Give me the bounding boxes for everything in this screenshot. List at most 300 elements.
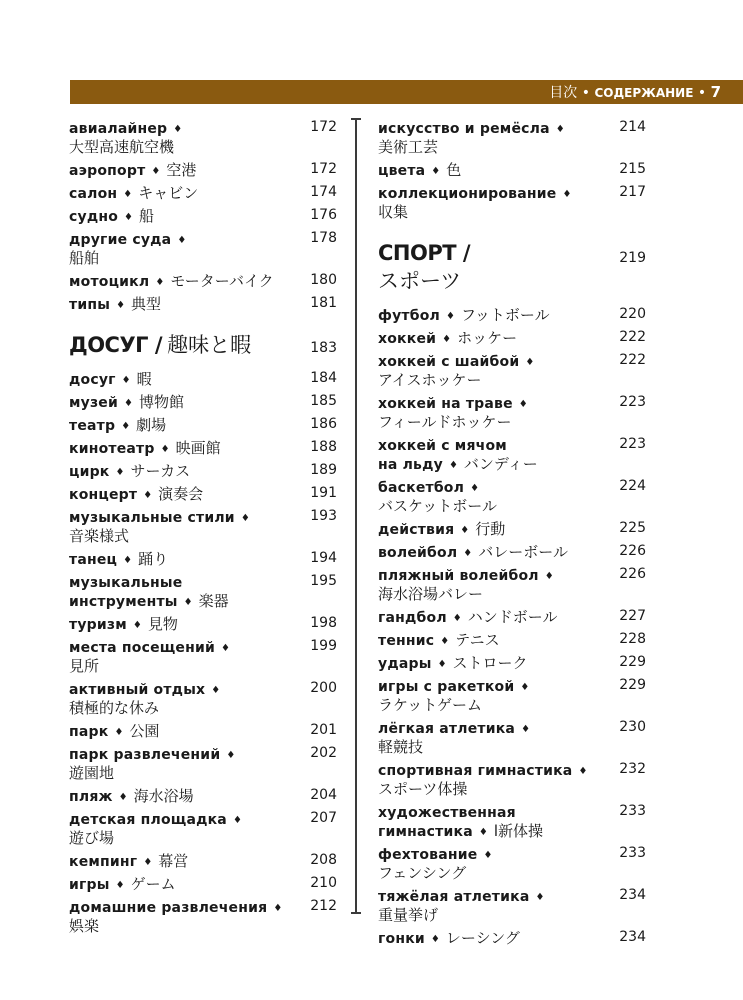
entry-page-number: 204 <box>310 787 337 803</box>
entry-jp: 美術工芸 <box>378 138 439 156</box>
entry-line <box>69 229 337 248</box>
separator-diamond: ♦ <box>562 189 572 200</box>
section-page-number: 183 <box>310 340 337 356</box>
toc-entry[interactable] <box>378 118 646 156</box>
entry-ru: волейбол <box>378 545 458 561</box>
divider-tick-top <box>351 118 361 120</box>
entry-line <box>378 863 646 882</box>
entry-ru: цирк <box>69 464 110 480</box>
entry-jp: 演奏会 <box>158 485 204 503</box>
entry-jp: ハンドボール <box>467 608 558 626</box>
entry-jp: フェンシング <box>378 864 467 882</box>
toc-entry[interactable] <box>378 886 646 924</box>
entry-ru: парк развлечений <box>69 747 221 763</box>
entry-jp: キャビン <box>138 184 199 202</box>
separator-diamond: ♦ <box>123 189 133 200</box>
toc-entry[interactable] <box>69 809 337 847</box>
entry-line <box>69 786 337 805</box>
section-title-jp: スポーツ <box>378 269 462 293</box>
entry-jp: 映画館 <box>175 439 221 457</box>
separator-diamond: ♦ <box>460 525 470 536</box>
separator-diamond: ♦ <box>452 613 462 624</box>
entry-page-number: 210 <box>310 875 337 891</box>
entry-jp: 重量挙げ <box>378 906 439 924</box>
separator-diamond: ♦ <box>555 124 565 135</box>
entry-page-number: 172 <box>310 161 337 177</box>
separator-diamond: ♦ <box>521 724 531 735</box>
toc-entry[interactable] <box>378 328 646 347</box>
separator-diamond: ♦ <box>442 334 452 345</box>
entry-jp: 典型 <box>131 295 162 313</box>
separator-diamond: ♦ <box>430 934 440 945</box>
entry-line <box>378 496 646 515</box>
entry-ru: пляж <box>69 789 113 805</box>
entry-ru: театр <box>69 418 116 434</box>
header-ru: СОДЕРЖАНИЕ <box>594 86 694 100</box>
entry-line <box>69 591 337 610</box>
toc-entry[interactable] <box>378 844 646 882</box>
entry-ru: аэропорт <box>69 163 146 179</box>
entry-line <box>378 328 646 347</box>
separator-diamond: ♦ <box>221 643 230 654</box>
entry-jp: 船舶 <box>69 249 100 267</box>
entry-jp: 軽競技 <box>378 738 424 756</box>
entry-ru: удары <box>378 656 432 672</box>
entry-line <box>69 572 337 591</box>
entry-page-number: 212 <box>310 898 337 914</box>
separator-diamond: ♦ <box>232 815 242 826</box>
entry-page-number: 186 <box>310 416 337 432</box>
entry-line <box>378 928 646 947</box>
entry-line <box>69 851 337 870</box>
entry-ru-continued: гимнастика <box>378 824 473 840</box>
toc-entry[interactable] <box>378 160 646 179</box>
entry-line <box>69 484 337 503</box>
entry-jp: 楽器 <box>198 592 229 610</box>
entry-page-number: 189 <box>310 462 337 478</box>
header-bullet-2: • <box>697 85 707 101</box>
entry-line <box>378 160 646 179</box>
toc-entry[interactable] <box>378 351 646 389</box>
toc-entry[interactable] <box>69 369 337 388</box>
entry-ru: гандбол <box>378 610 447 626</box>
entry-line <box>378 519 646 538</box>
entry-ru: хоккей <box>378 331 437 347</box>
separator-diamond: ♦ <box>226 750 236 761</box>
separator-diamond: ♦ <box>525 357 535 368</box>
entry-jp: 積極的な休み <box>69 699 160 717</box>
separator-diamond: ♦ <box>463 548 473 559</box>
entry-jp: 踊り <box>138 550 169 568</box>
separator-diamond: ♦ <box>143 857 153 868</box>
entry-line <box>378 653 646 672</box>
section-page-number: 219 <box>619 250 646 266</box>
entry-jp: バレーボール <box>478 543 568 561</box>
separator-diamond: ♦ <box>448 460 458 471</box>
entry-page-number: 233 <box>619 803 646 819</box>
entry-ru-continued: инструменты <box>69 594 178 610</box>
running-header <box>549 83 721 102</box>
entry-ru: детская площадка <box>69 812 227 828</box>
toc-entry[interactable] <box>69 744 337 782</box>
toc-entry[interactable] <box>69 461 337 480</box>
entry-line <box>378 886 646 905</box>
entry-line <box>378 305 646 324</box>
toc-entry[interactable] <box>378 542 646 561</box>
separator-diamond: ♦ <box>151 166 161 177</box>
entry-line <box>69 828 337 847</box>
toc-entry[interactable] <box>378 305 646 324</box>
entry-line <box>69 438 337 457</box>
entry-page-number: 176 <box>310 207 337 223</box>
entry-line <box>378 630 646 649</box>
entry-line <box>69 763 337 782</box>
header-bar <box>70 80 743 104</box>
entry-ru: кинотеатр <box>69 441 155 457</box>
toc-entry[interactable] <box>378 653 646 672</box>
entry-ru: хоккей на траве <box>378 396 513 412</box>
separator-diamond: ♦ <box>520 682 530 693</box>
entry-page-number: 224 <box>619 478 646 494</box>
separator-diamond: ♦ <box>445 311 455 322</box>
entry-line <box>378 183 646 202</box>
entry-line <box>69 183 337 202</box>
entry-page-number: 198 <box>310 615 337 631</box>
entry-line <box>69 160 337 179</box>
divider-tick-bottom <box>351 912 361 914</box>
entry-page-number: 228 <box>619 631 646 647</box>
entry-line <box>378 477 646 496</box>
entry-page-number: 202 <box>310 745 337 761</box>
entry-ru: хоккей с шайбой <box>378 354 520 370</box>
entry-ru: парк <box>69 724 109 740</box>
separator-diamond: ♦ <box>544 571 554 582</box>
entry-line <box>69 507 337 526</box>
entry-page-number: 226 <box>619 566 646 582</box>
toc-entry[interactable] <box>378 477 646 515</box>
entry-ru: тяжёлая атлетика <box>378 889 530 905</box>
section-line <box>378 267 646 295</box>
entry-line <box>378 760 646 779</box>
entry-ru: художественная <box>378 805 516 821</box>
entry-line <box>69 809 337 828</box>
entry-line <box>69 637 337 656</box>
toc-entry[interactable] <box>378 393 646 431</box>
separator-diamond: ♦ <box>121 375 131 386</box>
section-heading[interactable] <box>69 331 337 359</box>
entry-ru: туризм <box>69 617 127 633</box>
entry-jp: 海水浴場 <box>133 787 194 805</box>
entry-ru: пляжный волейбол <box>378 568 539 584</box>
entry-page-number: 207 <box>310 810 337 826</box>
entry-ru: коллекционирование <box>378 186 557 202</box>
toc-entry[interactable] <box>69 721 337 740</box>
entry-ru: концерт <box>69 487 138 503</box>
entry-ru: спортивная гимнастика <box>378 763 573 779</box>
separator-diamond: ♦ <box>431 166 441 177</box>
entry-ru: игры <box>69 877 110 893</box>
entry-jp: 遊園地 <box>69 764 115 782</box>
toc-entry[interactable] <box>378 183 646 221</box>
entry-page-number: 223 <box>619 394 646 410</box>
entry-jp: バンディー <box>463 455 538 473</box>
entry-jp: サーカス <box>130 462 191 480</box>
entry-line <box>378 137 646 156</box>
toc-entry[interactable] <box>69 614 337 633</box>
entry-line <box>378 454 646 473</box>
toc-entry[interactable] <box>378 802 646 840</box>
toc-entry[interactable] <box>69 118 337 156</box>
separator-diamond: ♦ <box>124 398 133 409</box>
entry-line <box>378 370 646 389</box>
section-title-jp: 趣味と暇 <box>167 333 252 357</box>
entry-ru: футбол <box>378 308 440 324</box>
entry-line <box>378 607 646 626</box>
entry-line <box>69 392 337 411</box>
entry-line <box>69 206 337 225</box>
separator-diamond: ♦ <box>535 892 545 903</box>
entry-line <box>69 137 337 156</box>
entry-jp: 大型高速航空機 <box>69 138 175 156</box>
separator-diamond: ♦ <box>143 490 153 501</box>
entry-page-number: 230 <box>619 719 646 735</box>
entry-page-number: 191 <box>310 485 337 501</box>
entry-ru: музыкальные стили <box>69 510 235 526</box>
entry-line <box>69 248 337 267</box>
entry-jp: 船 <box>139 207 155 225</box>
separator-diamond: ♦ <box>121 421 131 432</box>
toc-entry[interactable] <box>69 415 337 434</box>
toc-entry[interactable] <box>69 484 337 503</box>
entry-line <box>69 698 337 717</box>
entry-jp: ホッケー <box>457 329 518 347</box>
entry-page-number: 226 <box>619 543 646 559</box>
entry-jp: フィールドホッケー <box>378 413 512 431</box>
toc-entry[interactable] <box>69 851 337 870</box>
section-line <box>69 331 337 359</box>
toc-entry[interactable] <box>69 206 337 225</box>
section-title-ru: ДОСУГ / <box>69 333 163 357</box>
entry-jp: スポーツ体操 <box>378 780 468 798</box>
toc-entry[interactable] <box>378 435 646 473</box>
entry-jp: アイスホッケー <box>378 371 482 389</box>
separator-diamond: ♦ <box>578 766 588 777</box>
entry-ru: танец <box>69 552 118 568</box>
entry-page-number: 215 <box>619 161 646 177</box>
header-bullet: • <box>581 85 590 101</box>
toc-entry[interactable] <box>378 718 646 756</box>
separator-diamond: ♦ <box>114 727 124 738</box>
entry-line <box>378 202 646 221</box>
toc-entry[interactable] <box>378 565 646 603</box>
entry-page-number: 200 <box>310 680 337 696</box>
entry-jp: 博物館 <box>138 393 184 411</box>
entry-page-number: 229 <box>619 654 646 670</box>
entry-jp: 収集 <box>378 203 409 221</box>
entry-ru: судно <box>69 209 119 225</box>
separator-diamond: ♦ <box>123 555 133 566</box>
entry-line <box>378 905 646 924</box>
toc-entry[interactable] <box>69 294 337 313</box>
entry-line <box>69 656 337 675</box>
entry-page-number: 229 <box>619 677 646 693</box>
entry-jp: 暇 <box>136 370 152 388</box>
entry-page-number: 234 <box>619 929 646 945</box>
entry-line <box>378 844 646 863</box>
toc-entry[interactable] <box>378 607 646 626</box>
separator-diamond: ♦ <box>440 636 450 647</box>
toc-entry[interactable] <box>69 897 337 935</box>
entry-jp: バスケットボール <box>378 497 497 515</box>
entry-ru: другие суда <box>69 232 172 248</box>
toc-entry[interactable] <box>69 183 337 202</box>
header-jp: 目次 <box>549 85 578 101</box>
entry-jp: 海水浴場バレー <box>378 585 484 603</box>
toc-entry[interactable] <box>69 392 337 411</box>
entry-line <box>69 744 337 763</box>
entry-page-number: 180 <box>310 272 337 288</box>
toc-entry[interactable] <box>69 679 337 717</box>
entry-line <box>69 614 337 633</box>
entry-line <box>378 718 646 737</box>
entry-line <box>69 271 337 290</box>
entry-line <box>378 779 646 798</box>
entry-jp: モーターバイク <box>170 272 274 290</box>
entry-jp: フットボール <box>460 306 550 324</box>
separator-diamond: ♦ <box>478 827 488 838</box>
entry-jp: 色 <box>446 161 462 179</box>
toc-entry[interactable] <box>378 928 646 947</box>
entry-line <box>378 584 646 603</box>
entry-ru: досуг <box>69 372 116 388</box>
separator-diamond: ♦ <box>437 659 447 670</box>
entry-ru: мотоцикл <box>69 274 150 290</box>
entry-page-number: 208 <box>310 852 337 868</box>
entry-jp: 娯楽 <box>69 917 100 935</box>
toc-entry[interactable] <box>378 630 646 649</box>
entry-page-number: 201 <box>310 722 337 738</box>
entry-line <box>69 679 337 698</box>
separator-diamond: ♦ <box>115 467 125 478</box>
section-title-ru: СПОРТ / <box>378 241 471 265</box>
entry-page-number: 225 <box>619 520 646 536</box>
entry-jp: 空港 <box>166 161 197 179</box>
toc-entry[interactable] <box>69 271 337 290</box>
section-heading[interactable] <box>378 239 646 295</box>
toc-entry[interactable] <box>69 507 337 545</box>
entry-line <box>69 415 337 434</box>
entry-ru: музыкальные <box>69 575 183 591</box>
entry-page-number: 181 <box>310 295 337 311</box>
entry-page-number: 184 <box>310 370 337 386</box>
entry-jp: 見所 <box>69 657 100 675</box>
entry-line <box>378 351 646 370</box>
toc-entry[interactable] <box>378 676 646 714</box>
entry-jp: 幕営 <box>158 852 189 870</box>
entry-page-number: 234 <box>619 887 646 903</box>
toc-entry[interactable] <box>69 160 337 179</box>
entry-ru: баскетбол <box>378 480 465 496</box>
entry-jp: ゲーム <box>130 875 176 893</box>
separator-diamond: ♦ <box>240 513 250 524</box>
entry-line <box>378 695 646 714</box>
entry-line <box>378 118 646 137</box>
entry-line <box>69 118 337 137</box>
toc-entry[interactable] <box>69 637 337 675</box>
entry-line <box>378 393 646 412</box>
section-line <box>378 239 646 267</box>
entry-page-number: 172 <box>310 119 337 135</box>
entry-page-number: 222 <box>619 352 646 368</box>
entry-jp: 音楽様式 <box>69 527 130 545</box>
toc-entry[interactable] <box>69 572 337 610</box>
toc-entry[interactable] <box>69 229 337 267</box>
separator-diamond: ♦ <box>160 444 170 455</box>
toc-entry[interactable] <box>69 874 337 893</box>
header-page-number: 7 <box>710 83 721 101</box>
entry-line <box>69 549 337 568</box>
entry-line <box>378 676 646 695</box>
entry-ru: авиалайнер <box>69 121 168 137</box>
separator-diamond: ♦ <box>115 880 125 891</box>
entry-ru: типы <box>69 297 111 313</box>
entry-jp: レーシング <box>445 929 520 947</box>
toc-entry[interactable] <box>69 549 337 568</box>
toc-entry[interactable] <box>378 760 646 798</box>
entry-jp: テニス <box>455 631 500 649</box>
separator-diamond: ♦ <box>124 212 133 223</box>
entry-page-number: 194 <box>310 550 337 566</box>
entry-line <box>69 369 337 388</box>
entry-jp: ラケットゲーム <box>378 696 482 714</box>
entry-jp: 劇場 <box>136 416 167 434</box>
entry-ru: лёгкая атлетика <box>378 721 516 737</box>
separator-diamond: ♦ <box>118 792 128 803</box>
toc-entry[interactable] <box>378 519 646 538</box>
entry-jp: 遊び場 <box>69 829 115 847</box>
entry-page-number: 174 <box>310 184 337 200</box>
entry-ru: игры с ракеткой <box>378 679 515 695</box>
separator-diamond: ♦ <box>483 850 493 861</box>
entry-page-number: 222 <box>619 329 646 345</box>
separator-diamond: ♦ <box>132 620 142 631</box>
entry-line <box>378 565 646 584</box>
entry-page-number: 188 <box>310 439 337 455</box>
entry-jp: 公園 <box>129 722 160 740</box>
toc-entry[interactable] <box>69 438 337 457</box>
entry-ru: цвета <box>378 163 426 179</box>
entry-ru: хоккей с мячом <box>378 438 507 454</box>
entry-page-number: 220 <box>619 306 646 322</box>
toc-entry[interactable] <box>69 786 337 805</box>
entry-ru: искусство и ремёсла <box>378 121 550 137</box>
entry-line <box>69 916 337 935</box>
entry-page-number: 217 <box>619 184 646 200</box>
entry-line <box>378 821 646 840</box>
entry-page-number: 178 <box>310 230 337 246</box>
entry-line <box>69 897 337 916</box>
entry-line <box>378 737 646 756</box>
entry-page-number: 227 <box>619 608 646 624</box>
entry-line <box>69 526 337 545</box>
entry-ru: салон <box>69 186 118 202</box>
entry-jp: ストローク <box>452 654 528 672</box>
separator-diamond: ♦ <box>470 483 480 494</box>
entry-jp: 見物 <box>147 615 178 633</box>
entry-ru: музей <box>69 395 119 411</box>
entry-ru: гонки <box>378 931 425 947</box>
entry-ru: фехтование <box>378 847 478 863</box>
